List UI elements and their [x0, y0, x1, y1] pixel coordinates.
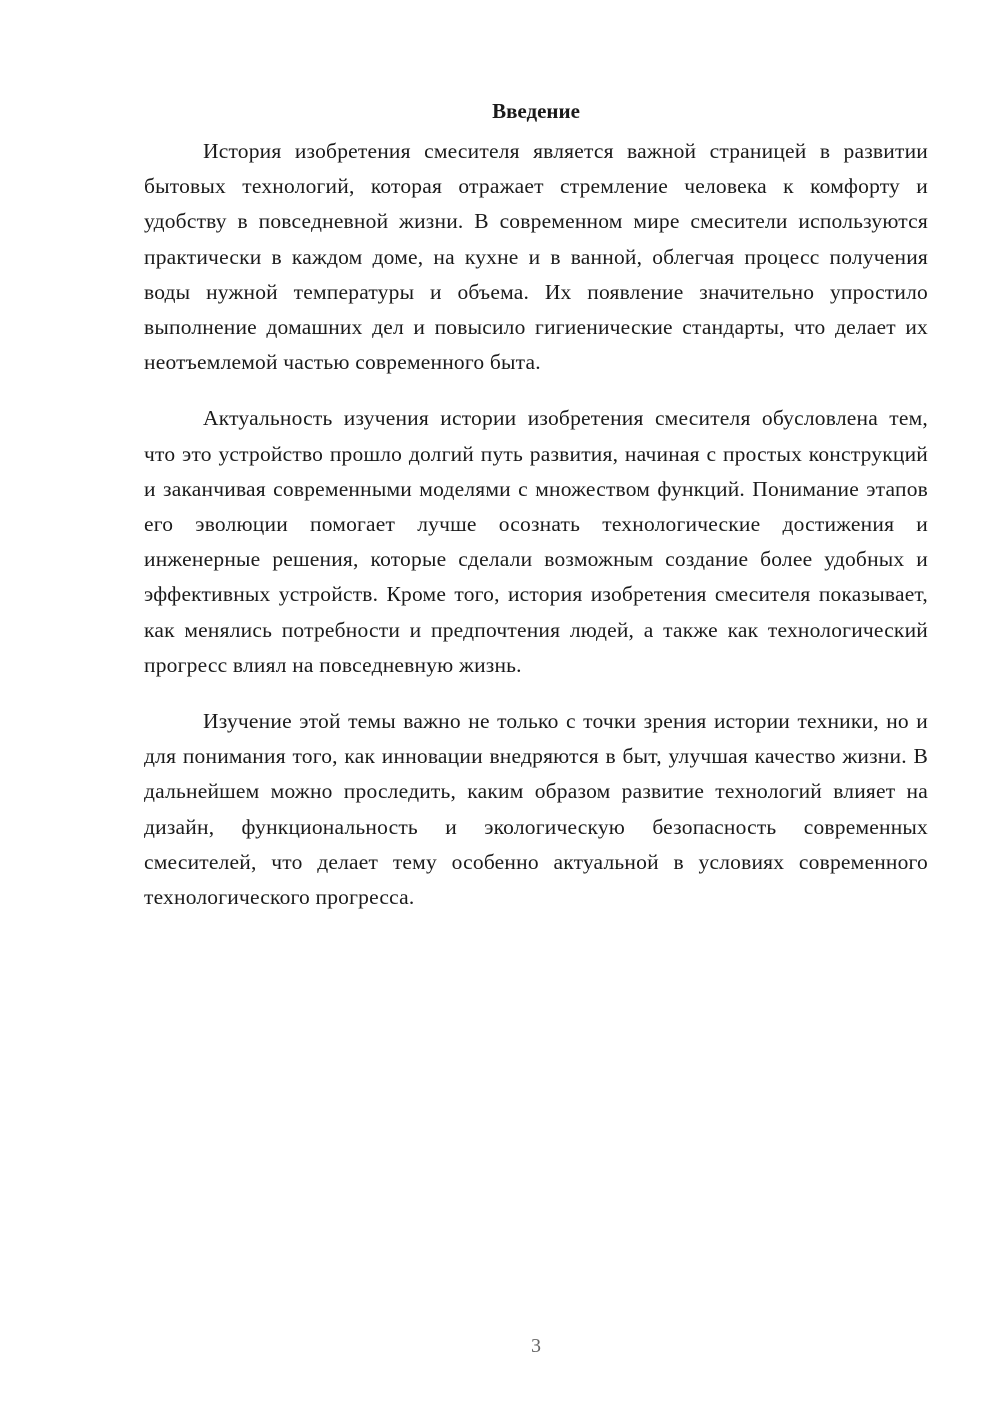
paragraph-3: Изучение этой темы важно не только с точки зрения истории техники, но и для понимания того, как инновации внедряются в быт, улучшая качество жизни. В дальнейшем можно проследить, каким образом развитие технологий влияет на дизайн, функциональность и экологическую безопасность современных смесителей, что делает тему особенно актуальной в условиях современного технологического прогресса.	[144, 709, 928, 910]
paragraph-1: История изобретения смесителя является важной страницей в развитии бытовых технологий, которая отражает стремление человека к комфорту и удобству в повседневной жизни. В современном мире смесители используются практически в каждом доме, на кухне и в ванной, облегчая процесс получения воды нужной температуры и объема. Их появление значительно упростило выполнение домашних дел и повысило гигиенические стандарты, что делает их неотъемлемой частью современного быта.	[144, 139, 928, 375]
page-content	[144, 96, 928, 936]
section-heading: Введение	[492, 99, 580, 123]
page-number: 3	[531, 1335, 541, 1357]
paragraph-2: Актуальность изучения истории изобретения смесителя обусловлена тем, что это устройство прошло долгий путь развития, начиная с простых конструкций и заканчивая современными моделями с множеством функций. Понимание этапов его эволюции помогает лучше осознать технологические достижения и инженерные решения, которые сделали возможным создание более удобных и эффективных устройств. Кроме того, история изобретения смесителя показывает, как менялись потребности и предпочтения людей, а также как технологический прогресс влиял на повседневную жизнь.	[144, 406, 928, 677]
